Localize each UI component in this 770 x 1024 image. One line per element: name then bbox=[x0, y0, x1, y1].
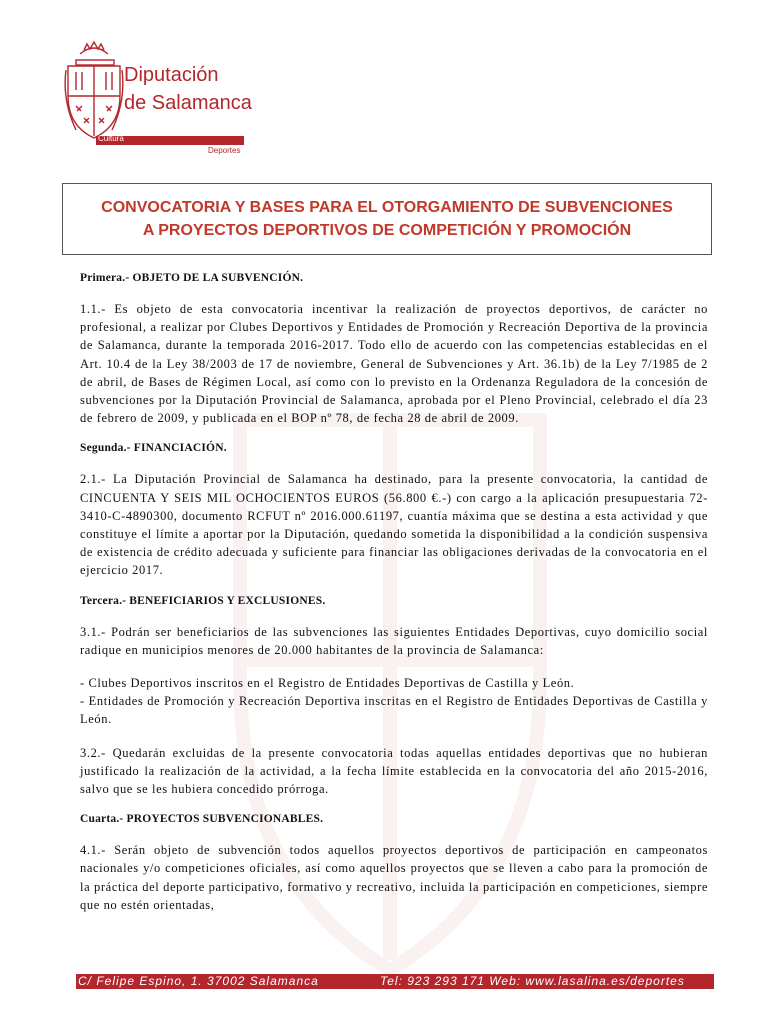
sports-label: Deportes bbox=[208, 146, 241, 155]
org-name-line2: de Salamanca bbox=[124, 92, 252, 114]
culture-label: Cultura bbox=[98, 134, 124, 143]
footer-address: C/ Felipe Espino, 1. 37002 Salamanca bbox=[78, 974, 319, 988]
title-line-1: CONVOCATORIA Y BASES PARA EL OTORGAMIENTO DE SUBVENCIONES bbox=[101, 199, 673, 216]
paragraph-1-1: 1.1.- Es objeto de esta convocatoria incentivar la realización de proyectos deportivos, de carácter no profesional, a realizar por Clubes Deportivos y Entidades de Promoción y Recreación Deportiva de la provincia de Salamanca, durante la temporada 2016-2017. Todo ello de acuerdo con las competencias establecidas en el Art. 10.4 de la Ley 38/2003 de 17 de noviembre, General de Subvenciones y Art. 36.1b) de la Ley 7/1985 de 2 de abril, de Bases de Régimen Local, así como con lo previsto en la Ordenanza Reguladora de la concesión de subvenciones por la Diputación Provincial de Salamanca, aprobada por el Pleno Provincial, celebrado el día 23 de febrero de 2009, y publicada en el BOP nº 78, de fecha 28 de abril de 2009. bbox=[80, 302, 708, 426]
document-body bbox=[80, 272, 708, 929]
org-name-line1: Diputación bbox=[124, 64, 219, 86]
section-heading-cuarta: Cuarta.- PROYECTOS SUBVENCIONABLES. bbox=[80, 813, 324, 826]
footer-contact: Tel: 923 293 171 Web: www.lasalina.es/deportes bbox=[380, 974, 685, 988]
paragraph-2-1: 2.1.- La Diputación Provincial de Salamanca ha destinado, para la presente convocatoria, la cantidad de CINCUENTA Y SEIS MIL OCHOCIENTOS EUROS (56.800 €.-) con cargo a la aplicación presupuestaria 72-3410-C-4890300, documento RCFUT nº 2016.000.61197, cuantía máxima que se destina a esta actividad y que constituye el límite a aportar por la Diputación, quedando sometida la disponibilidad a la condición suspensiva de existencia de crédito adecuada y suficiente para financiar las obligaciones derivadas de la convocatoria en el ejercicio 2017. bbox=[80, 472, 708, 578]
list-item-clubes: - Clubes Deportivos inscritos en el Registro de Entidades Deportivas de Castilla y León. bbox=[80, 676, 575, 691]
paragraph-3-2: 3.2.- Quedarán excluidas de la presente convocatoria todas aquellas entidades deportivas que no hubieran justificado la realización de la actividad, a la fecha límite establecida en la convocatoria del año 2015-2016, salvo que se les hubiera concedido prórroga. bbox=[80, 745, 708, 797]
section-heading-segunda: Segunda.- FINANCIACIÓN. bbox=[80, 442, 227, 455]
paragraph-3-1: 3.1.- Podrán ser beneficiarios de las subvenciones las siguientes Entidades Deportivas, cuyo domicilio social radique en municipios menores de 20.000 habitantes de la provincia de Salamanca: bbox=[80, 624, 708, 657]
footer-bar bbox=[76, 974, 714, 989]
title-line-2: A PROYECTOS DEPORTIVOS DE COMPETICIÓN Y PROMOCIÓN bbox=[142, 222, 632, 239]
list-item-entidades: - Entidades de Promoción y Recreación Deportiva inscritas en el Registro de Entidades Deportivas de Castilla y León. bbox=[80, 694, 708, 727]
paragraph-4-1: 4.1.- Serán objeto de subvención todos aquellos proyectos deportivos de participación en campeonatos nacionales y/o competiciones oficiales, así como aquellos proyectos que se lleven a cabo para la promoción de la práctica del deporte participativo, formativo y recreativo, incluida la participación en competiciones, siempre que no estén orientadas, bbox=[80, 843, 708, 912]
section-heading-primera: Primera.- OBJETO DE LA SUBVENCIÓN. bbox=[80, 272, 304, 284]
section-heading-tercera: Tercera.- BENEFICIARIOS Y EXCLUSIONES. bbox=[80, 594, 326, 607]
document-title-box bbox=[62, 183, 712, 255]
